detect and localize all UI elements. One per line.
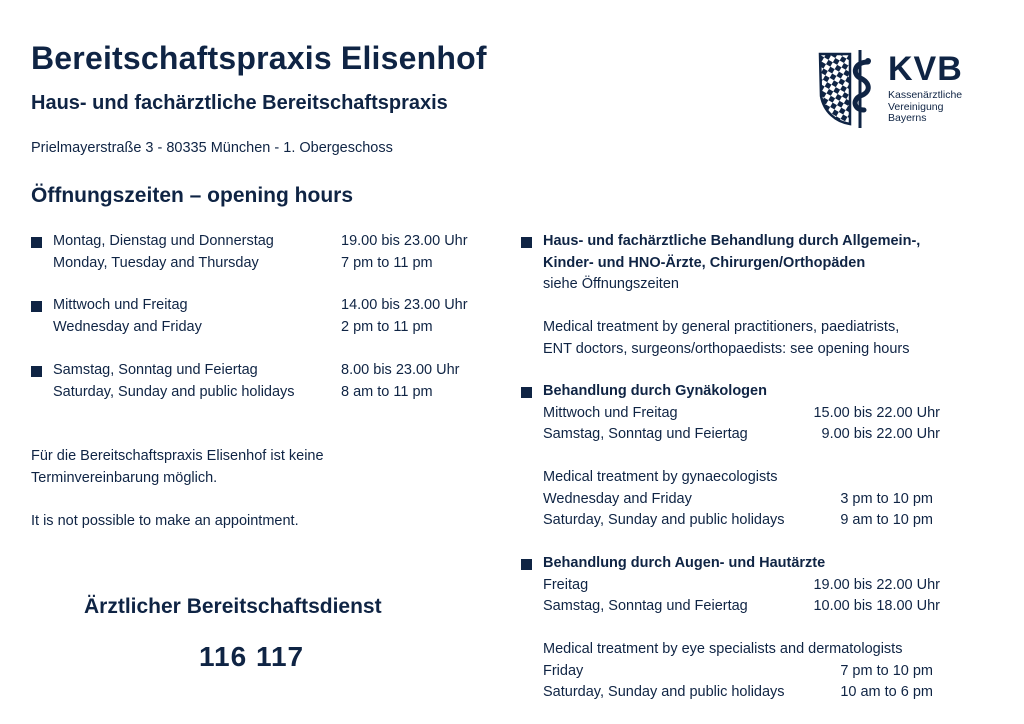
general-treatment-title-2: Kinder- und HNO-Ärzte, Chirurgen/Orthopäden (543, 255, 866, 271)
hours-de-label: Mittwoch und Freitag (53, 297, 188, 313)
page-title: Bereitschaftspraxis Elisenhof (31, 40, 487, 76)
on-call-phone-number: 116 117 (199, 641, 305, 672)
no-appointment-note-de-1: Für die Bereitschaftspraxis Elisenhof ist keine (31, 448, 324, 464)
bullet-icon (521, 387, 532, 398)
hours-de-time: 8.00 bis 23.00 Uhr (341, 362, 460, 378)
eye-en-row-time: 7 pm to 10 pm (840, 663, 933, 679)
bullet-icon (31, 237, 42, 248)
gyn-row-time: 15.00 bis 22.00 Uhr (813, 405, 940, 421)
bullet-icon (521, 237, 532, 248)
eye-en-title: Medical treatment by eye specialists and dermatologists (543, 641, 903, 657)
gyn-en-row-time: 9 am to 10 pm (840, 512, 933, 528)
general-treatment-en-1: Medical treatment by general practitioners, paediatrists, (543, 319, 900, 335)
hours-en-label: Monday, Tuesday and Thursday (53, 255, 259, 271)
eye-row-label: Freitag (543, 577, 589, 593)
eye-title: Behandlung durch Augen- und Hautärzte (543, 555, 826, 571)
gyn-en-row-label: Wednesday and Friday (543, 491, 692, 507)
kvb-name-line1: Kassenärztliche (888, 89, 963, 101)
hours-en-time: 8 am to 11 pm (341, 384, 433, 400)
bavarian-shield-icon (818, 48, 886, 130)
bullet-icon (31, 301, 42, 312)
hours-en-label: Wednesday and Friday (53, 319, 202, 335)
gyn-en-row-time: 3 pm to 10 pm (840, 491, 933, 507)
gyn-en-title: Medical treatment by gynaecologists (543, 469, 778, 485)
hours-de-label: Montag, Dienstag und Donnerstag (53, 233, 274, 249)
on-call-service-heading: Ärztlicher Bereitschaftsdienst (84, 595, 382, 618)
kvb-logo-text (888, 52, 963, 125)
gyn-en-row-label: Saturday, Sunday and public holidays (543, 512, 785, 528)
eye-en-row-label: Saturday, Sunday and public holidays (543, 684, 785, 700)
gyn-title: Behandlung durch Gynäkologen (543, 383, 767, 399)
general-treatment-title-1: Haus- und fachärztliche Behandlung durch Allgemein-, (543, 233, 921, 249)
eye-row-label: Samstag, Sonntag und Feiertag (543, 598, 748, 614)
bullet-icon (521, 559, 532, 570)
eye-row-time: 19.00 bis 22.00 Uhr (813, 577, 940, 593)
hours-de-time: 14.00 bis 23.00 Uhr (341, 297, 468, 313)
hours-de-time: 19.00 bis 23.00 Uhr (341, 233, 468, 249)
page-subtitle: Haus- und fachärztliche Bereitschaftspraxis (31, 92, 448, 114)
hours-en-time: 2 pm to 11 pm (341, 319, 433, 335)
eye-en-row-label: Friday (543, 663, 584, 679)
hours-de-label: Samstag, Sonntag und Feiertag (53, 362, 258, 378)
hours-en-time: 7 pm to 11 pm (341, 255, 433, 271)
no-appointment-note-de-2: Terminvereinbarung möglich. (31, 470, 218, 486)
gyn-row-time: 9.00 bis 22.00 Uhr (821, 426, 940, 442)
opening-hours-heading: Öffnungszeiten – opening hours (31, 184, 353, 207)
gyn-row-label: Samstag, Sonntag und Feiertag (543, 426, 748, 442)
kvb-name-line2: Vereinigung (888, 100, 944, 113)
eye-row-time: 10.00 bis 18.00 Uhr (813, 598, 940, 614)
kvb-abbreviation: KVB (888, 50, 963, 88)
no-appointment-note-en: It is not possible to make an appointment. (31, 513, 299, 529)
kvb-name-line3: Bayerns (888, 112, 927, 124)
bullet-icon (31, 366, 42, 377)
address: Prielmayerstraße 3 - 80335 München - 1. Obergeschoss (31, 140, 393, 156)
hours-en-label: Saturday, Sunday and public holidays (53, 384, 295, 400)
gyn-row-label: Mittwoch und Freitag (543, 405, 678, 421)
eye-en-row-time: 10 am to 6 pm (840, 684, 933, 700)
general-treatment-see: siehe Öffnungszeiten (543, 276, 679, 292)
general-treatment-en-2: ENT doctors, surgeons/orthopaedists: see opening hours (543, 341, 910, 357)
